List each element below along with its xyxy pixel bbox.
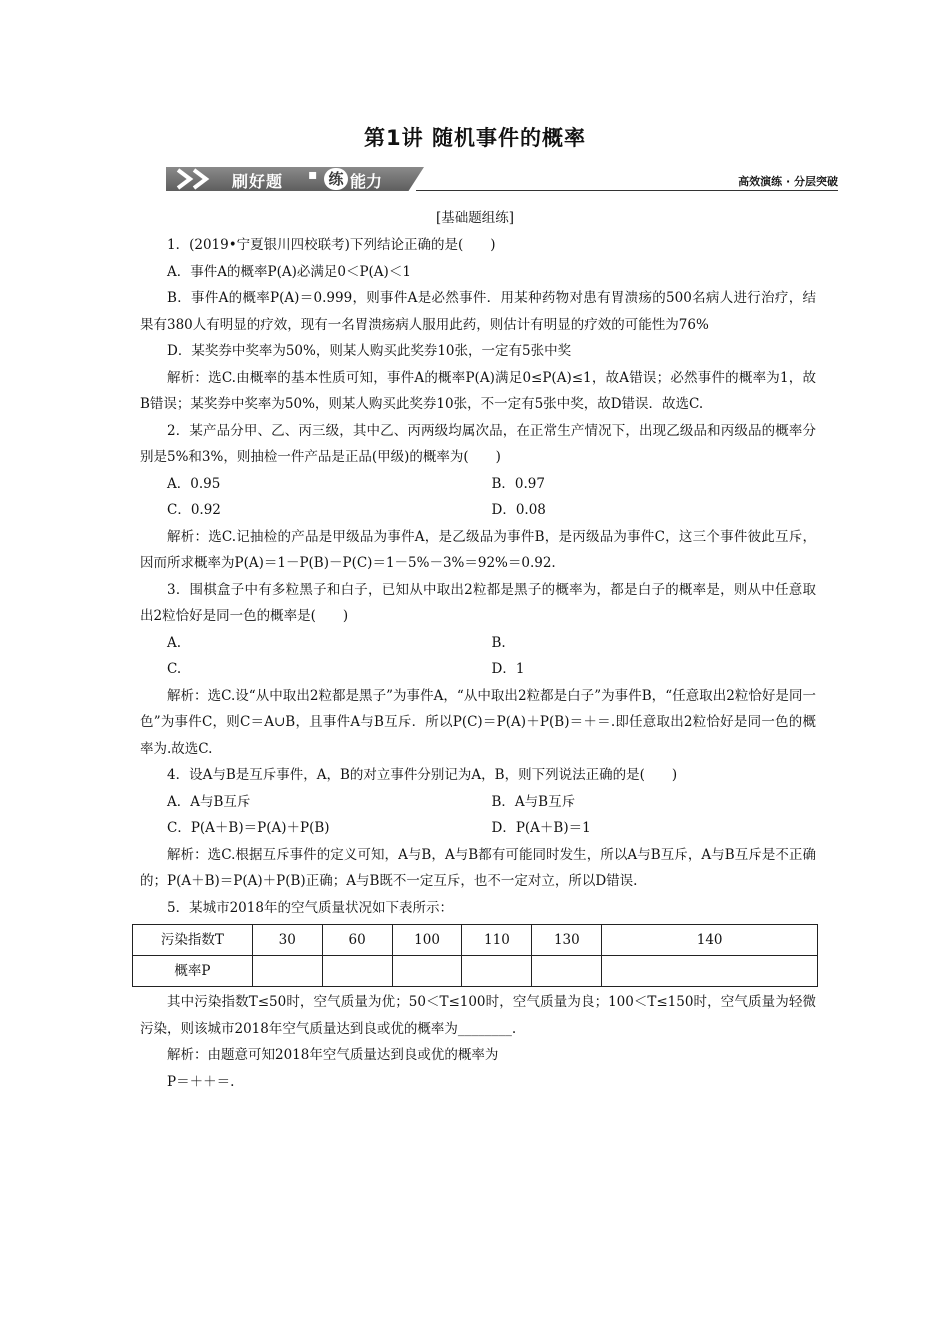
q1-option-d: D．某奖券中奖率为50%，则某人购买此奖券10张，一定有5张中奖	[167, 343, 572, 359]
q1-stem: 1．(2019•宁夏银川四校联考)下列结论正确的是( )	[167, 237, 496, 253]
q4-options-row2	[140, 815, 816, 842]
q4-option-c: C．P(A＋B)＝P(A)＋P(B)	[167, 820, 330, 836]
q5-text: 其中污染指数T≤50时，空气质量为优；50＜T≤100时，空气质量为良；100＜T≤150时，空气质量为轻微污染，则该城市2018年空气质量达到良或优的概率为________.	[140, 994, 816, 1037]
table-row	[133, 956, 818, 987]
q1-option-a: A．事件A的概率P(A)必满足0＜P(A)＜1	[167, 263, 411, 280]
banner-dot: ▪	[308, 167, 318, 183]
q2-answer: 解析：选C.记抽检的产品是甲级品为事件A，是乙级品为事件B，是丙级品为事件C，这三个事件彼此互斥，因而所求概率为P(A)＝1－P(B)－P(C)＝1－5%－3%＝92%＝0.92.	[140, 528, 816, 571]
q3-options-row2	[140, 656, 816, 683]
q5-answer-line2: P＝＋＋＝.	[167, 1073, 235, 1090]
page-title: 第1讲 随机事件的概率	[364, 126, 586, 150]
q2-option-a: A．0.95	[167, 475, 221, 492]
q5-stem: 5．某城市2018年的空气质量状况如下表所示：	[167, 899, 453, 916]
section-banner	[166, 163, 838, 195]
table-cell: 110	[462, 925, 532, 956]
table-header-cell: 概率P	[133, 956, 253, 987]
q2-options-row1	[140, 471, 816, 498]
q4-option-d: D．P(A＋B)＝1	[491, 820, 591, 836]
q3-stem: 3．围棋盒子中有多粒黑子和白子，已知从中取出2粒都是黑子的概率为，都是白子的概率是，则从中任意取出2粒恰好是同一色的概率是( )	[140, 581, 816, 624]
q4-stem: 4．设A与B是互斥事件，A，B的对立事件分别记为A，B，则下列说法正确的是( )	[167, 767, 678, 783]
table-cell: 30	[252, 925, 322, 956]
table-cell: 100	[392, 925, 462, 956]
q2-option-b: B．0.97	[491, 475, 545, 492]
q5-answer-line1: 解析：由题意可知2018年空气质量达到良或优的概率为	[167, 1047, 499, 1063]
q1-answer: 解析：选C.由概率的基本性质可知，事件A的概率P(A)满足0≤P(A)≤1，故A错误；必然事件的概率为1，故B错误；某奖券中奖率为50%，则某人购买此奖券10张，不一定有5张中奖，故D错误．故选C.	[140, 369, 816, 412]
table-cell	[602, 956, 818, 987]
q2-option-d: D．0.08	[491, 502, 546, 518]
section-heading: [基础题组练]	[435, 210, 515, 226]
table-header-cell: 污染指数T	[133, 925, 253, 956]
table-cell: 140	[602, 925, 818, 956]
table-cell	[322, 956, 392, 987]
q3-option-b: B.	[491, 634, 506, 651]
q3-option-c: C.	[167, 661, 182, 677]
table-cell: 60	[322, 925, 392, 956]
table-cell: 130	[532, 925, 602, 956]
q1-option-b: B．事件A的概率P(A)＝0.999，则事件A是必然事件．用某种药物对患有胃溃疡的500名病人进行治疗，结果有380人有明显的疗效，现有一名胃溃疡病人服用此药，则估计有明显的疗效的可能性为76%	[140, 290, 816, 333]
banner-tagline: 高效演练 · 分层突破	[738, 175, 838, 188]
q3-options-row1	[140, 630, 816, 657]
q3-option-a: A.	[167, 634, 182, 651]
q3-answer: 解析：选C.设“从中取出2粒都是黑子”为事件A，“从中取出2粒都是白子”为事件B，“任意取出2粒恰好是同一色”为事件C，则C＝A∪B，且事件A与B互斥．所以P(C)＝P(A)＋P(B)＝＋＝.即任意取出2粒恰好是同一色的概率为.故选C.	[140, 687, 816, 757]
q2-option-c: C．0.92	[167, 502, 221, 518]
q4-options-row1	[140, 789, 816, 816]
question-list	[140, 232, 816, 1095]
q4-option-b: B．A与B互斥	[491, 793, 576, 810]
table-row	[133, 925, 818, 956]
q3-option-d: D．1	[491, 661, 525, 677]
banner-label-b1: 练	[324, 168, 348, 190]
table-cell	[392, 956, 462, 987]
banner-label-a: 刷好题	[232, 172, 284, 191]
q4-answer: 解析：选C.根据互斥事件的定义可知，A与B，A与B都有可能同时发生，所以A与B互斥，A与B互斥是不正确的；P(A＋B)＝P(A)＋P(B)正确；A与B既不一定互斥，也不一定对立，所以D错误.	[140, 846, 816, 889]
banner-rule	[416, 190, 838, 191]
banner-label-b2: 能力	[350, 172, 383, 191]
table-cell	[532, 956, 602, 987]
q4-option-a: A．A与B互斥	[167, 793, 251, 810]
q2-options-row2	[140, 497, 816, 524]
double-chevron-icon	[174, 168, 226, 190]
table-cell	[252, 956, 322, 987]
air-quality-table	[132, 924, 818, 987]
q2-stem: 2．某产品分甲、乙、丙三级，其中乙、丙两级均属次品，在正常生产情况下，出现乙级品和丙级品的概率分别是5%和3%，则抽检一件产品是正品(甲级)的概率为( )	[140, 422, 816, 465]
table-cell	[462, 956, 532, 987]
